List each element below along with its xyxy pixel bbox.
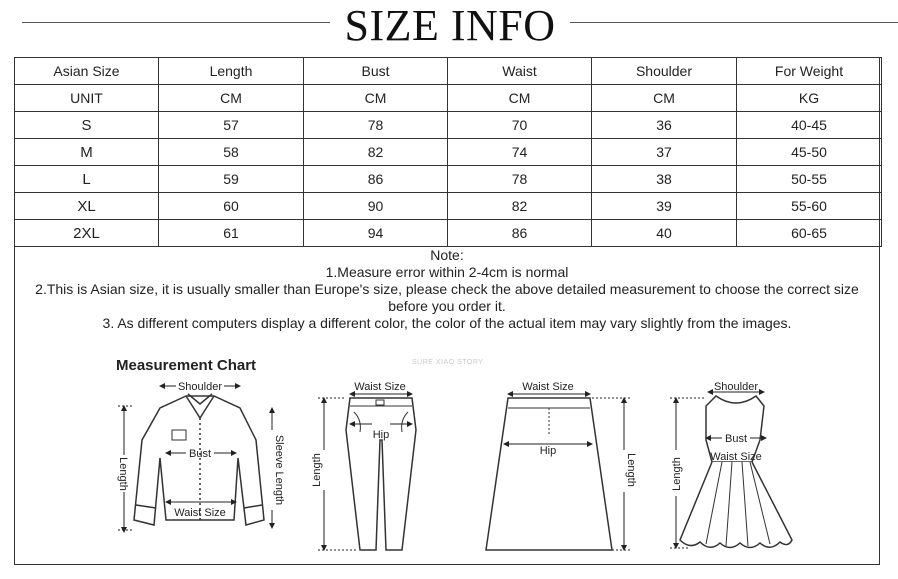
unit-cell: CM (159, 85, 304, 112)
length-cell: 59 (159, 166, 304, 193)
dress-illustration (680, 396, 792, 548)
header-cell: Shoulder (592, 58, 737, 85)
shoulder-cell: 37 (592, 139, 737, 166)
header-cell: For Weight (737, 58, 882, 85)
header-cell: Bust (304, 58, 448, 85)
dress-waist-label: Waist Size (710, 451, 762, 463)
note-line-1: 1.Measure error within 2-4cm is normal (325, 264, 569, 280)
bust-cell: 78 (304, 112, 448, 139)
length-cell: 57 (159, 112, 304, 139)
dress-length-label: Length (671, 457, 683, 491)
bust-cell: 94 (304, 220, 448, 247)
skirt-waist-label: Waist Size (522, 381, 574, 393)
size-cell: XL (15, 193, 159, 220)
shirt-shoulder-label: Shoulder (177, 381, 223, 393)
size-cell: S (15, 112, 159, 139)
waist-cell: 86 (448, 220, 592, 247)
shirt-waist-label: Waist Size (174, 507, 226, 519)
dress-shoulder-label: Shoulder (713, 381, 759, 393)
note-line-2: 2.This is Asian size, it is usually smaller than Europe's size, please check the above detailed measurement to choose the correct size (35, 281, 859, 297)
note-line-3: 3. As different computers display a different color, the color of the actual item may vary slightly from the images. (102, 315, 792, 331)
notes-heading: Note: (430, 247, 464, 263)
length-cell: 58 (159, 139, 304, 166)
page-title: SIZE INFO (344, 1, 556, 50)
size-cell: 2XL (15, 220, 159, 247)
bust-cell: 82 (304, 139, 448, 166)
shirt-length-label: Length (117, 457, 129, 491)
shoulder-cell: 39 (592, 193, 737, 220)
unit-cell: CM (592, 85, 737, 112)
weight-cell: 60-65 (737, 220, 882, 247)
skirt-length-label: Length (625, 453, 637, 487)
length-cell: 61 (159, 220, 304, 247)
pants-illustration (346, 398, 416, 550)
weight-cell: 45-50 (737, 139, 882, 166)
shirt-sleeve-label: Sleeve Length (273, 434, 285, 506)
measurement-chart-title: Measurement Chart (116, 357, 257, 374)
shoulder-cell: 38 (592, 166, 737, 193)
skirt-illustration (486, 398, 612, 550)
pants-length-label: Length (311, 453, 323, 487)
size-cell: L (15, 166, 159, 193)
pants-hip-label: Hip (372, 429, 390, 441)
shoulder-cell: 36 (592, 112, 737, 139)
shirt-bust-label: Bust (188, 448, 212, 460)
waist-cell: 82 (448, 193, 592, 220)
header-cell: Length (159, 58, 304, 85)
header-cell: Asian Size (15, 58, 159, 85)
unit-cell: UNIT (15, 85, 159, 112)
unit-cell: CM (304, 85, 448, 112)
unit-cell: CM (448, 85, 592, 112)
unit-cell: KG (737, 85, 882, 112)
waist-cell: 70 (448, 112, 592, 139)
waist-cell: 74 (448, 139, 592, 166)
weight-cell: 50-55 (737, 166, 882, 193)
pants-waist-label: Waist Size (354, 381, 406, 393)
length-cell: 60 (159, 193, 304, 220)
dress-bust-label: Bust (724, 433, 748, 445)
shoulder-cell: 40 (592, 220, 737, 247)
size-cell: M (15, 139, 159, 166)
bust-cell: 86 (304, 166, 448, 193)
weight-cell: 40-45 (737, 112, 882, 139)
header-cell: Waist (448, 58, 592, 85)
skirt-hip-label: Hip (539, 445, 557, 457)
waist-cell: 78 (448, 166, 592, 193)
weight-cell: 55-60 (737, 193, 882, 220)
watermark: SURE XIAO STORY (412, 359, 484, 366)
bust-cell: 90 (304, 193, 448, 220)
note-line-2-cont: before you order it. (388, 298, 506, 314)
